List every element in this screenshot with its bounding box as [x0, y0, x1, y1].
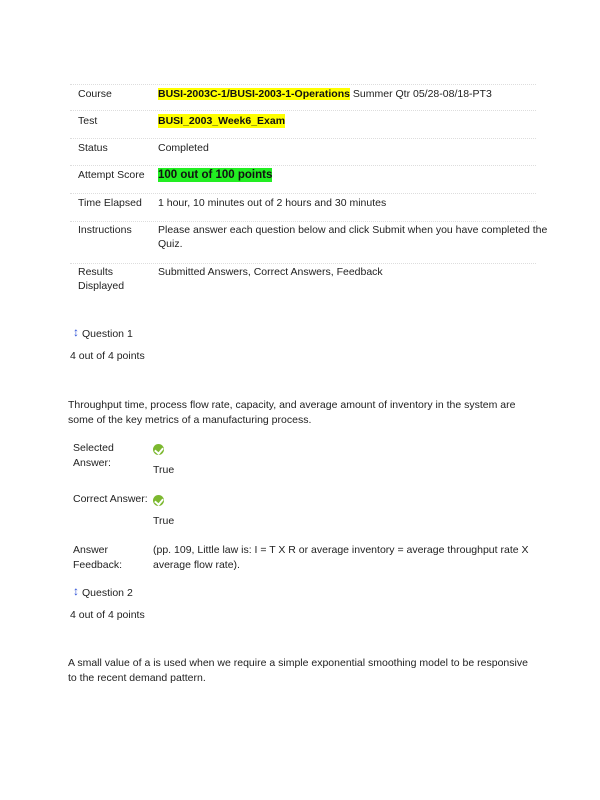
time-elapsed-value: 1 hour, 10 minutes out of 2 hours and 30 minutes [158, 197, 387, 209]
results-label-line1: Results [78, 266, 114, 278]
divider [70, 263, 536, 264]
feedback-line2: average flow rate). [153, 559, 240, 571]
question-title: Question 2 [82, 587, 133, 599]
divider [70, 138, 536, 139]
status-value: Completed [158, 142, 209, 154]
instructions-label: Instructions [78, 224, 132, 236]
selected-answer-value: True [153, 464, 175, 476]
status-label: Status [78, 142, 108, 154]
question-points: 4 out of 4 points [70, 350, 145, 362]
question-text-line1: A small value of a is used when we require a simple exponential smoothing model to be responsive [68, 657, 528, 669]
instructions-value-line2: Quiz. [158, 238, 183, 250]
correct-answer-label: Correct Answer: [73, 493, 148, 505]
reorder-arrow-icon[interactable]: ↕ [73, 325, 79, 339]
test-value: BUSI_2003_Week6_Exam [158, 115, 286, 127]
selected-answer-label-1: Selected [73, 442, 114, 454]
feedback-label-2: Feedback: [73, 559, 123, 571]
results-value: Submitted Answers, Correct Answers, Feedback [158, 266, 383, 278]
question-title: Question 1 [82, 328, 133, 340]
reorder-arrow-icon[interactable]: ↕ [73, 584, 79, 598]
selected-answer-label-2: Answer: [73, 457, 111, 469]
question-text-line2: to the recent demand pattern. [68, 672, 206, 684]
test-label: Test [78, 115, 98, 127]
divider [70, 165, 536, 166]
course-value [158, 87, 492, 101]
correct-check-icon [153, 495, 164, 506]
course-term: Summer Qtr 05/28-08/18-PT3 [349, 88, 492, 100]
divider [70, 193, 536, 194]
correct-answer-value: True [153, 515, 175, 527]
divider [70, 84, 536, 85]
instructions-value-line1: Please answer each question below and click Submit when you have completed the [158, 224, 548, 236]
course-label: Course [78, 88, 112, 100]
divider [70, 110, 536, 111]
question-text-line1: Throughput time, process flow rate, capacity, and average amount of inventory in the system are [68, 399, 516, 411]
attempt-score-value: 100 out of 100 points [158, 169, 273, 181]
course-code: BUSI-2003C-1/BUSI-2003-1-Operations [158, 88, 350, 100]
results-label-line2: Displayed [78, 280, 125, 292]
divider [70, 221, 536, 222]
question-text-line2: some of the key metrics of a manufacturing process. [68, 414, 312, 426]
question-points: 4 out of 4 points [70, 609, 145, 621]
feedback-line1: (pp. 109, Little law is: I = T X R or average inventory = average throughput rate X [153, 544, 529, 556]
attempt-score-label: Attempt Score [78, 169, 145, 181]
feedback-label-1: Answer [73, 544, 109, 556]
time-elapsed-label: Time Elapsed [78, 197, 142, 209]
correct-check-icon [153, 444, 164, 455]
